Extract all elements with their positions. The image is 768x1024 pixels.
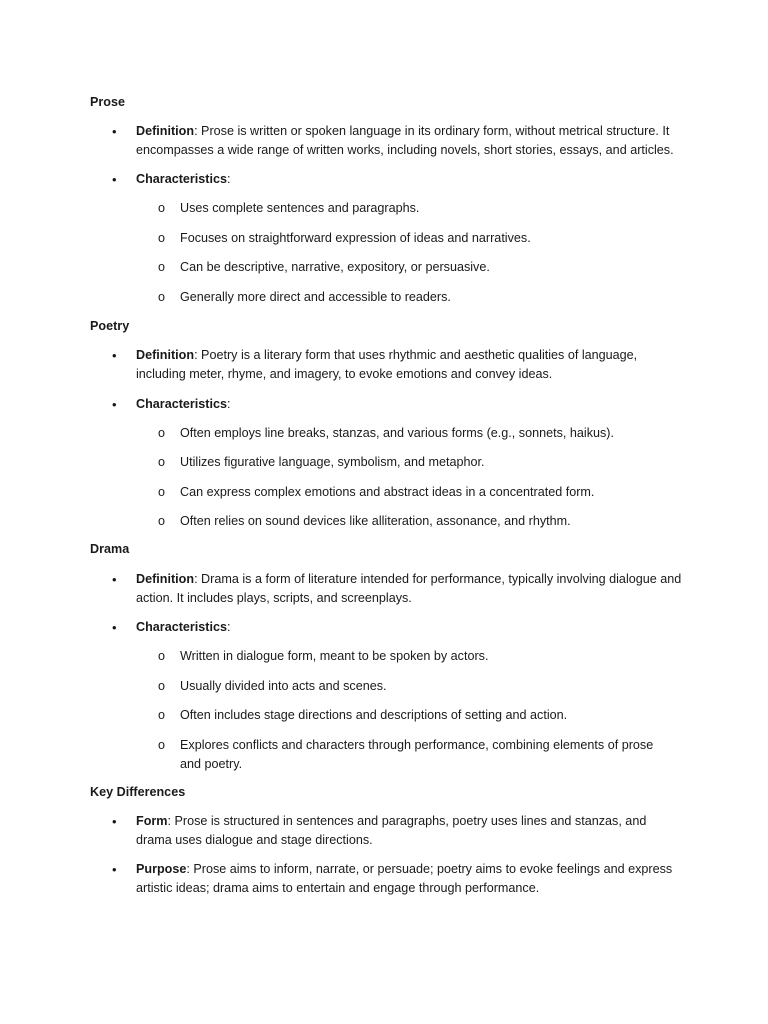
heading-poetry: Poetry	[90, 319, 130, 333]
bullet-marker: •	[112, 814, 117, 829]
definition-body: : Drama is a form of literature intended for performance, typically involving dialogue and action. It includes plays, scripts, and screenplays.	[136, 572, 682, 605]
sub-bullet-marker: o	[158, 290, 166, 304]
purpose-body: : Prose aims to inform, narrate, or persuade; poetry aims to evoke feelings and express artistic ideas; drama aims to entertain and engage through performance.	[136, 862, 673, 895]
sub-bullet-marker: o	[158, 201, 166, 215]
definition-label: Definition	[136, 348, 195, 362]
form-body: : Prose is structured in sentences and paragraphs, poetry uses lines and stanzas, and drama uses dialogue and stage directions.	[136, 814, 647, 847]
characteristics-label: Characteristics	[136, 620, 228, 634]
sub-bullet-marker: o	[158, 738, 166, 752]
document-page: Prose • Definition: Prose is written or spoken language in its ordinary form, without metrical structure. It encompasses a wide range of written works, including novels, short stories, essays, and articles. • Characteristics: o Uses complete sentences and paragraphs. o Focuses on straightforward expression of ideas and narratives. o Can be descriptive, narrative, expository, or persuasive. o Generally more direct and accessible to readers. Poetry • Definition: Poetry is a literary form that uses rhythmic and aesthetic qualities of language, including meter, rhyme, and imagery, to evoke emotions and convey ideas. • Characteristics: o Often employs line breaks, stanzas, and various forms (e.g., sonnets, haikus). o Utilizes figurative language, symbolism, and metaphor. o Can express complex emotions and abstract ideas in a concentrated form. o Often relies on sound devices like alliteration, assonance, and rhythm. Drama • Definition: Drama is a form of literature intended for performance, typically involving dialogue and action. It includes plays, scripts, and screenplays. • Characteristics: o Written in dialogue form, meant to be spoken by actors. o Usually divided into acts and scenes. o Often includes stage directions and descriptions of setting and action. o Explores conflicts and characters through performance, combining elements of prose and poetry. Key Differences • Form: Prose is structured in sentences and paragraphs, poetry uses lines and stanzas, and drama uses dialogue and stage directions. • Purpose: Prose aims to inform, narrate, or persuade; poetry aims to evoke feelings and express artistic ideas; drama aims to entertain and engage through performance.	[0, 0, 768, 1024]
definition-label: Definition	[136, 124, 195, 138]
bullet-marker: •	[112, 348, 117, 363]
purpose-label: Purpose	[136, 862, 187, 876]
sub-bullet-marker: o	[158, 514, 166, 528]
sub-bullet-marker: o	[158, 231, 166, 245]
characteristics-label: Characteristics	[136, 397, 228, 411]
bullet-marker: •	[112, 862, 117, 877]
form-label: Form	[136, 814, 168, 828]
sub-bullet-marker: o	[158, 455, 166, 469]
bullet-marker: •	[112, 620, 117, 635]
bullet-marker: •	[112, 397, 117, 412]
sub-bullet-marker: o	[158, 426, 166, 440]
definition-label: Definition	[136, 572, 195, 586]
sub-bullet-marker: o	[158, 679, 166, 693]
heading-key-differences: Key Differences	[90, 785, 186, 799]
bullet-marker: •	[112, 124, 117, 139]
definition-body: : Prose is written or spoken language in its ordinary form, without metrical structure. It encompasses a wide range of written works, including novels, short stories, essays, and articles.	[136, 124, 674, 157]
sub-bullet-marker: o	[158, 485, 166, 499]
sub-bullet-marker: o	[158, 649, 166, 663]
prose-definition-text	[136, 122, 684, 160]
heading-drama: Drama	[90, 542, 130, 556]
heading-prose: Prose	[90, 95, 126, 109]
bullet-marker: •	[112, 172, 117, 187]
bullet-marker: •	[112, 572, 117, 587]
definition-body: : Poetry is a literary form that uses rhythmic and aesthetic qualities of language, including meter, rhyme, and imagery, to evoke emotions and convey ideas.	[136, 348, 638, 381]
sub-bullet-marker: o	[158, 260, 166, 274]
sub-bullet-marker: o	[158, 708, 166, 722]
characteristics-label: Characteristics	[136, 172, 228, 186]
